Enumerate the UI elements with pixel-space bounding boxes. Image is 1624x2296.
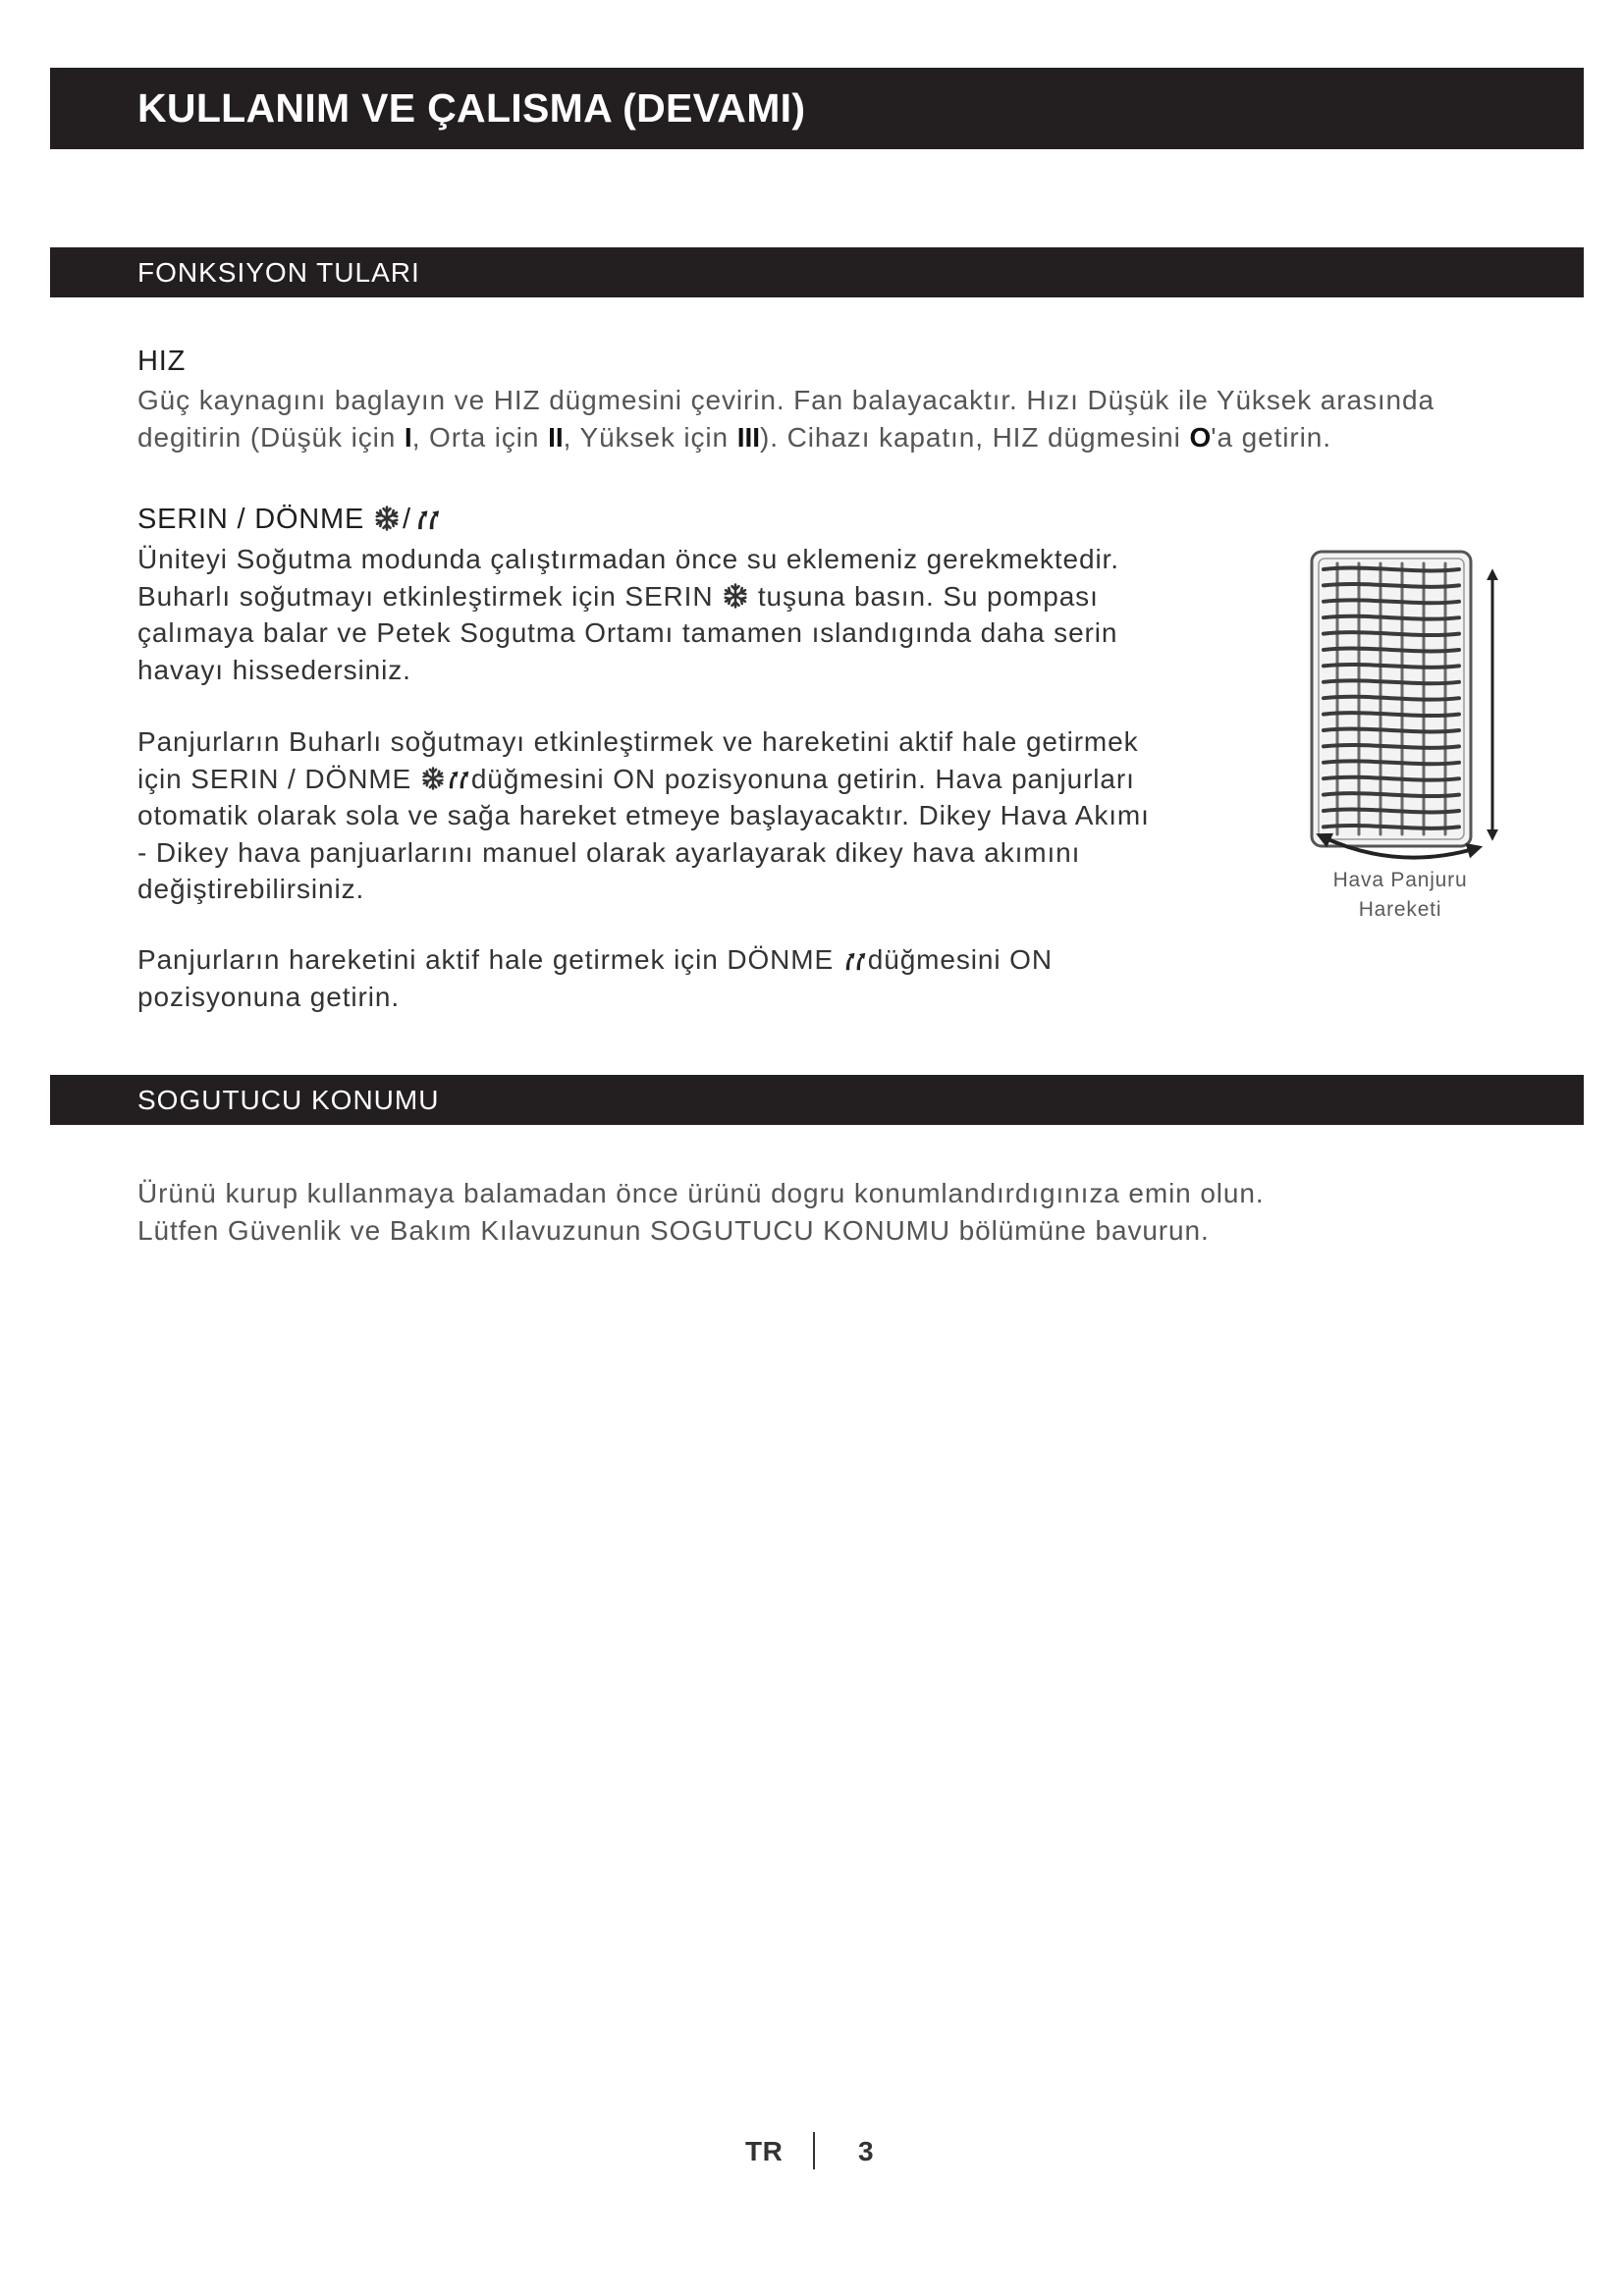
section-title-functions: FONKSIYON TULARI: [137, 256, 420, 288]
swing-line-1-end: düğmesini ON: [867, 944, 1053, 975]
cooler-position-line-1: Ürünü kurup kullanmaya balamadan önce ürünü dogru konumlandırdıgınıza emin olun.: [137, 1178, 1265, 1208]
snowflake-icon: [420, 766, 446, 791]
speed-low-symbol: I: [404, 422, 412, 453]
speed-text: degitirin (Düşük için: [137, 422, 405, 453]
swing-line-1: [137, 941, 1053, 979]
cool-line-2: [137, 578, 1119, 615]
cooler-position-line-2: Lütfen Güvenlik ve Bakım Kılavuzunun SOGUTUCU KONUMU bölümüne bavurun.: [137, 1214, 1210, 1246]
swing-icon: [842, 947, 868, 973]
cool-line-2-start: Buharlı soğutmayı etkinleştirmek için SERIN: [137, 580, 723, 612]
cool-line-4: havayı hissedersiniz.: [137, 654, 411, 685]
swing-icon: [446, 766, 471, 791]
speed-text: , Orta için: [411, 422, 549, 453]
snowflake-arms: [422, 768, 444, 788]
speed-text: 'a getirin.: [1211, 422, 1331, 453]
cool-line-2-end: tuşuna basın. Su pompası: [749, 580, 1099, 612]
cool-swing-line-5: değiştirebilirsiniz.: [137, 874, 365, 904]
louver-caption-line-2: Hareketi: [1358, 898, 1442, 921]
snowflake-arms: [724, 585, 746, 608]
page-title: KULLANIM VE ÇALISMA (DEVAMI): [137, 85, 806, 131]
speed-line-2: [137, 419, 1435, 456]
speed-heading: HIZ: [137, 346, 187, 377]
cool-paragraph: [137, 541, 1119, 688]
swing-paragraph: [137, 941, 1053, 1015]
swing-icon: [413, 505, 443, 532]
cool-swing-line-2-end: düğmesini ON pozisyonuna getirin. Hava panjurları: [470, 763, 1135, 794]
cool-line-1: Üniteyi Soğutma modunda çalıştırmadan önce su eklemeniz gerekmektedir.: [137, 544, 1119, 574]
cool-swing-line-2: [137, 761, 1150, 798]
swing-arrow: [430, 511, 439, 530]
page-number: 3: [858, 2136, 874, 2166]
snowflake-icon: [373, 505, 401, 532]
cool-swing-paragraph: [137, 723, 1150, 908]
swing-line-1-start: Panjurların hareketini aktif hale getirmek için DÖNME: [137, 944, 842, 975]
speed-text: , Yüksek için: [563, 422, 737, 453]
swing-arrow: [460, 772, 468, 788]
speed-off-symbol: O: [1189, 422, 1212, 453]
cool-swing-heading-text: SERIN / DÖNME: [137, 504, 365, 535]
swing-line-2: pozisyonuna getirin.: [137, 981, 401, 1012]
cool-swing-line-3: otomatik olarak sola ve sağa hareket etmeye başlayacaktır. Dikey Hava Akımı: [137, 800, 1150, 830]
cooler-position-paragraph: [137, 1175, 1265, 1249]
speed-medium-symbol: II: [548, 422, 564, 453]
section-title-cooler-position: SOGUTUCU KONUMU: [137, 1084, 440, 1115]
icon-separator: /: [403, 504, 411, 535]
swing-arrow: [418, 511, 427, 530]
cool-swing-line-4: - Dikey hava panjuarlarını manuel olarak ayarlayarak dikey hava akımını: [137, 836, 1081, 868]
cool-line-3: çalımaya balar ve Petek Sogutma Ortamı tamamen ıslandıgında daha serin: [137, 617, 1118, 648]
section-bar-cooler-position: [50, 1075, 1584, 1125]
speed-paragraph: [137, 382, 1435, 456]
swing-arrow: [450, 772, 459, 788]
snowflake-icon: [722, 582, 749, 610]
snowflake-arms: [375, 507, 398, 530]
speed-text: ). Cihazı kapatın, HIZ dügmesini: [760, 422, 1190, 453]
cool-swing-heading: [137, 501, 443, 538]
swing-arrow: [846, 952, 855, 969]
page-title-bar: [50, 68, 1584, 149]
swing-arrow: [856, 952, 865, 969]
louver-caption: [1302, 866, 1498, 925]
louver-caption-line-1: Hava Panjuru: [1332, 869, 1468, 891]
footer-divider: [813, 2132, 815, 2169]
footer-language: TR: [745, 2136, 784, 2166]
section-bar-functions: [50, 247, 1584, 297]
speed-line-1: Güç kaynagını baglayın ve HIZ dügmesini çevirin. Fan balayacaktır. Hızı Düşük ile Yüksek arasında: [137, 385, 1435, 415]
speed-high-symbol: III: [736, 422, 761, 453]
cool-swing-line-1: Panjurların Buharlı soğutmayı etkinleştirmek ve hareketini aktif hale getirmek: [137, 726, 1139, 757]
louver-illustration: [1298, 542, 1524, 862]
cool-swing-line-2-start: için SERIN / DÖNME: [137, 763, 420, 794]
